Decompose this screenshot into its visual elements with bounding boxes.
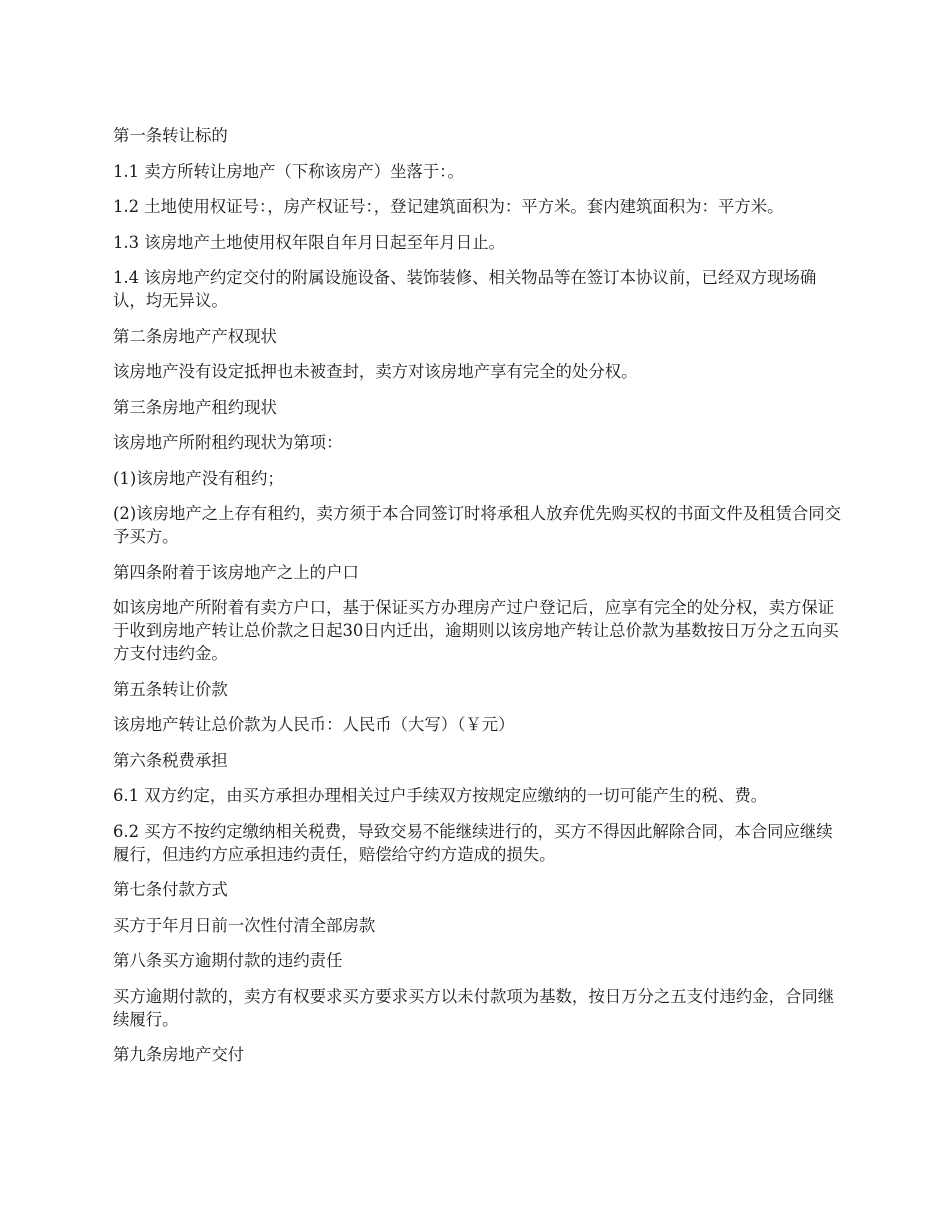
- clause-3-option-1: (1)该房地产没有租约；: [113, 468, 284, 488]
- section-heading-8: 第八条买方逾期付款的违约责任: [113, 951, 343, 970]
- clause-2-body: 该房地产没有设定抵押也未被查封，卖方对该房地产享有完全的处分权。: [113, 362, 638, 381]
- clause-1-4: 1.4 该房地产约定交付的附属设施设备、装饰装修、相关物品等在签订本协议前，已经双方现场确认，均无异议。: [113, 268, 817, 310]
- clause-7-body: 买方于年月日前一次性付清全部房款: [113, 915, 376, 935]
- section-heading-6: 第六条税费承担: [113, 750, 228, 770]
- clause-6-2: 6.2 买方不按约定缴纳相关税费，导致交易不能继续进行的，买方不得因此解除合同，本合同应继续履行，但违约方应承担违约责任，赔偿给守约方造成的损失。: [113, 821, 833, 864]
- section-heading-3: 第三条房地产租约现状: [113, 397, 277, 417]
- section-heading-2: 第二条房地产产权现状: [113, 326, 277, 346]
- clause-8-body: 买方逾期付款的，卖方有权要求买方要求买方以未付款项为基数，按日万分之五支付违约金，合同继续履行。: [113, 986, 835, 1029]
- clause-3-option-2: (2)该房地产之上存有租约，卖方须于本合同签订时将承租人放弃优先购买权的书面文件及租赁合同交予买方。: [113, 504, 842, 546]
- clause-4-body: 如该房地产所附着有卖方户口，基于保证买方办理房产过户登记后，应享有完全的处分权，卖方保证于收到房地产转让总价款之日起30日内迁出，逾期则以该房地产转让总价款为基数按日万分之五向买方支付违约金。: [113, 598, 839, 663]
- clause-3-body: 该房地产所附租约现状为第项：: [113, 433, 343, 452]
- clause-1-1: 1.1 卖方所转让房地产（下称该房产）坐落于：。: [113, 161, 464, 181]
- section-heading-7: 第七条付款方式: [113, 880, 228, 899]
- section-heading-4: 第四条附着于该房地产之上的户口: [113, 562, 359, 582]
- clause-1-3: 1.3 该房地产土地使用权年限自年月日起至年月日止。: [113, 232, 505, 252]
- section-heading-5: 第五条转让价款: [113, 679, 228, 699]
- clause-6-1: 6.1 双方约定，由买方承担办理相关过户手续双方按规定应缴纳的一切可能产生的税、费。: [113, 786, 768, 805]
- document-body: [113, 124, 843, 1079]
- section-heading-1: 第一条转让标的: [113, 126, 228, 145]
- clause-5-body: 该房地产转让总价款为人民币：人民币（大写）（￥元）: [113, 715, 515, 734]
- section-heading-9: 第九条房地产交付: [113, 1045, 245, 1064]
- clause-1-2: 1.2 土地使用权证号：，房产权证号：，登记建筑面积为：平方米。套内建筑面积为：平方米。: [113, 197, 784, 216]
